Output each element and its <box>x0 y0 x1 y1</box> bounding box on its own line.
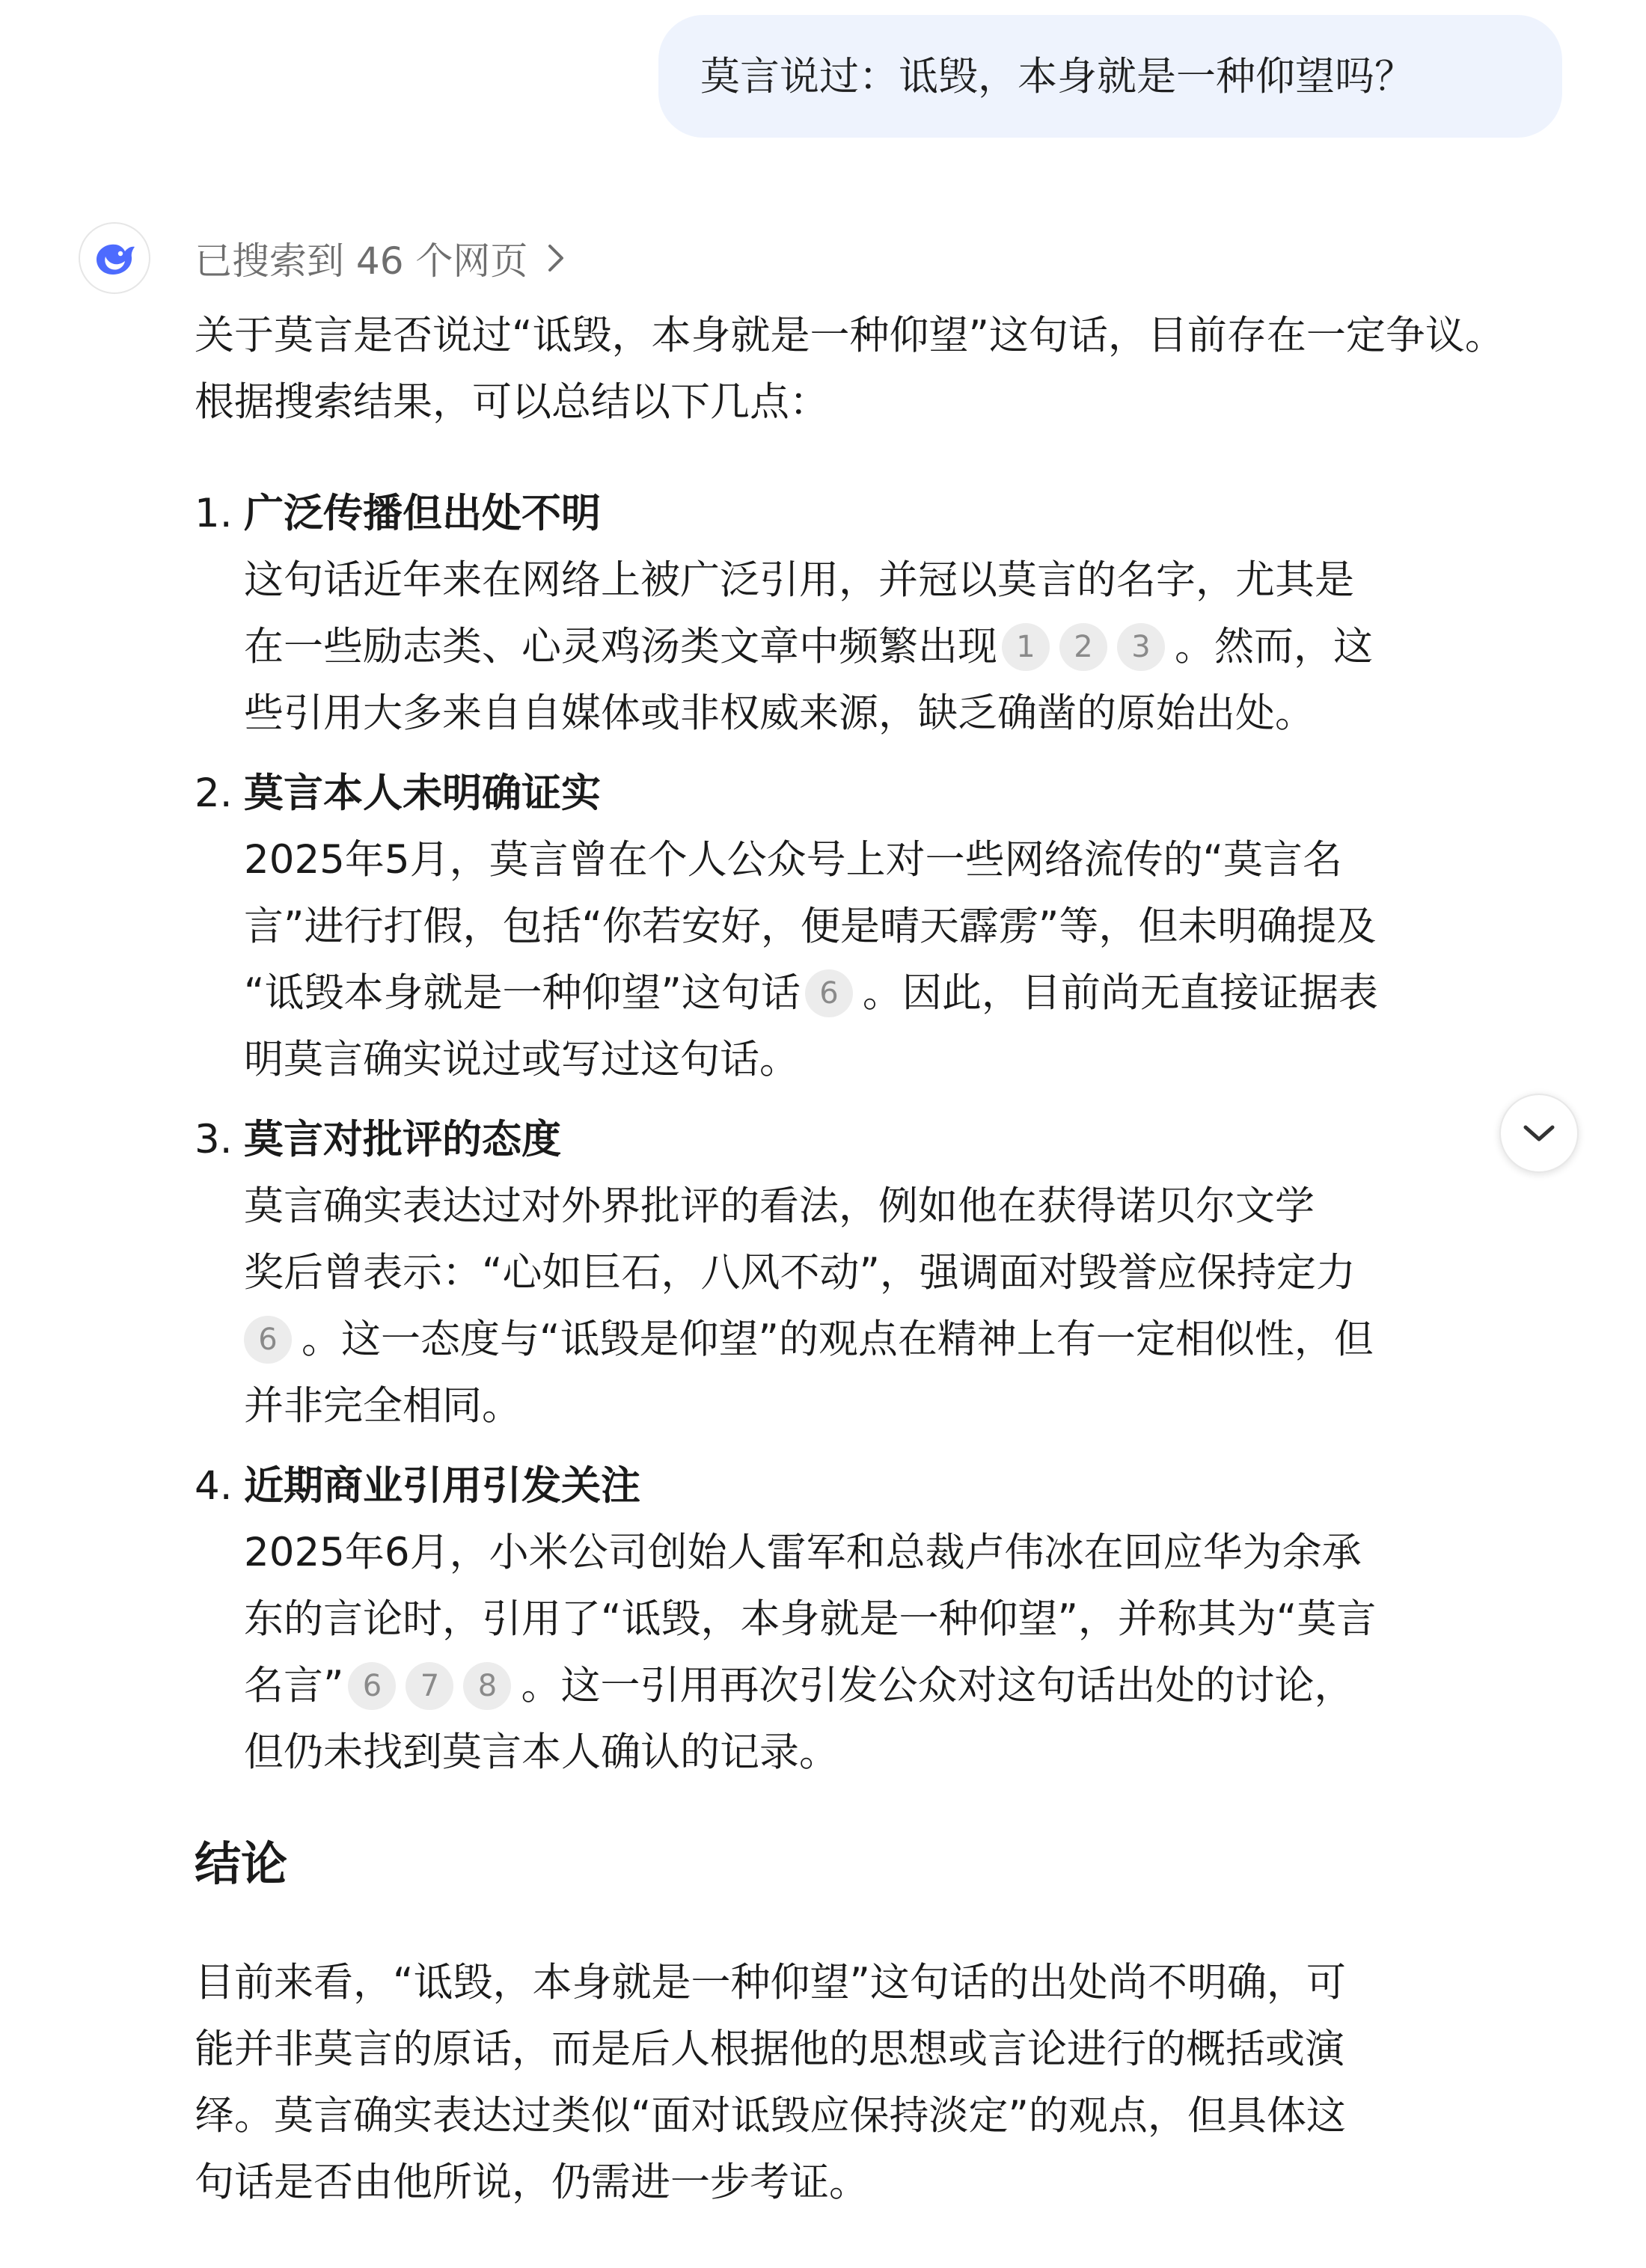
item-number: 3. <box>195 1117 233 1162</box>
item-text: 。然而，这 <box>1175 624 1373 669</box>
item-number: 2. <box>195 770 233 816</box>
item-line: 并非完全相同。 <box>244 1383 521 1429</box>
conclusion-line: 句话是否由他所说，仍需进一步考证。 <box>195 2160 869 2205</box>
assistant-avatar <box>79 222 150 294</box>
conclusion-line: 绎。莫言确实表达过类似“面对诋毁应保持淡定”的观点，但具体这 <box>195 2093 1346 2139</box>
item-line: 莫言确实表达过对外界批评的看法，例如他在获得诺贝尔文学 <box>244 1183 1315 1229</box>
user-message-text: 莫言说过：诋毁，本身就是一种仰望吗？ <box>700 53 1414 99</box>
conclusion-paragraph <box>195 1949 1556 2216</box>
citation-badge[interactable]: 6 <box>805 969 853 1017</box>
conclusion-heading: 结论 <box>195 1836 288 1891</box>
intro-paragraph: 关于莫言是否说过“诋毁，本身就是一种仰望”这句话，目前存在一定争议。根据搜索结果，可以总结以下几点： <box>195 313 1505 425</box>
item-line: 2025年5月，莫言曾在个人公众号上对一些网络流传的“莫言名 <box>244 837 1343 883</box>
item-number: 1. <box>195 491 233 536</box>
item-line: 言”进行打假，包括“你若安好，便是晴天霹雳”等，但未明确提及 <box>244 904 1377 949</box>
conclusion-line: 目前来看，“诋毁，本身就是一种仰望”这句话的出处尚不明确，可 <box>195 1960 1346 2005</box>
item-title: 广泛传播但出处不明 <box>244 491 601 536</box>
chevron-right-icon <box>547 243 565 273</box>
item-title: 莫言本人未明确证实 <box>244 770 601 816</box>
item-line <box>244 1306 1556 1373</box>
list-item <box>195 1106 1556 1439</box>
item-title: 近期商业引用引发关注 <box>244 1463 640 1509</box>
list-item <box>195 480 1556 747</box>
item-line: 些引用大多来自自媒体或非权威来源，缺乏确凿的原始出处。 <box>244 690 1315 736</box>
item-line <box>244 960 1556 1026</box>
item-line <box>244 613 1556 680</box>
item-text: “诋毁本身就是一种仰望”这句话 <box>244 970 801 1016</box>
item-line: 明莫言确实说过或写过这句话。 <box>244 1037 799 1082</box>
item-text: 。因此，目前尚无直接证据表 <box>862 970 1378 1016</box>
scroll-to-bottom-button[interactable] <box>1499 1094 1579 1173</box>
item-line: 但仍未找到莫言本人确认的记录。 <box>244 1729 839 1775</box>
item-text: 名言” <box>244 1663 344 1708</box>
whale-logo-icon <box>91 234 138 282</box>
citation-badge[interactable]: 7 <box>406 1662 453 1710</box>
item-line <box>244 1652 1556 1719</box>
list-item <box>195 760 1556 1093</box>
citation-badge[interactable]: 3 <box>1117 623 1165 671</box>
citation-badge[interactable]: 6 <box>348 1662 396 1710</box>
item-line: 东的言论时，引用了“诋毁，本身就是一种仰望”，并称其为“莫言 <box>244 1596 1377 1642</box>
citation-badge[interactable]: 6 <box>244 1316 292 1364</box>
conclusion-line: 能并非莫言的原话，而是后人根据他的思想或言论进行的概括或演 <box>195 2026 1344 2072</box>
citation-badge[interactable]: 2 <box>1059 623 1107 671</box>
search-summary-text: 已搜索到 46 个网页 <box>195 239 528 283</box>
item-line: 2025年6月，小米公司创始人雷军和总裁卢伟冰在回应华为余承 <box>244 1530 1362 1575</box>
item-line: 奖后曾表示：“心如巨石，八风不动”，强调面对毁誉应保持定力 <box>244 1250 1356 1296</box>
chevron-down-icon <box>1523 1123 1555 1144</box>
search-results-toggle[interactable] <box>195 231 565 285</box>
citation-badge[interactable]: 8 <box>463 1662 511 1710</box>
item-title: 莫言对批评的态度 <box>244 1117 561 1162</box>
user-message-bubble <box>658 15 1562 138</box>
assistant-answer <box>195 302 1556 2216</box>
item-text: 。这一引用再次引发公众对这句话出处的讨论， <box>521 1663 1354 1708</box>
item-text: 。这一态度与“诋毁是仰望”的观点在精神上有一定相似性，但 <box>302 1317 1374 1362</box>
item-number: 4. <box>195 1463 233 1509</box>
item-line: 这句话近年来在网络上被广泛引用，并冠以莫言的名字，尤其是 <box>244 557 1354 603</box>
citation-badge[interactable]: 1 <box>1002 623 1050 671</box>
list-item <box>195 1453 1556 1786</box>
points-list <box>195 480 1556 1786</box>
item-text: 在一些励志类、心灵鸡汤类文章中频繁出现 <box>244 624 997 669</box>
